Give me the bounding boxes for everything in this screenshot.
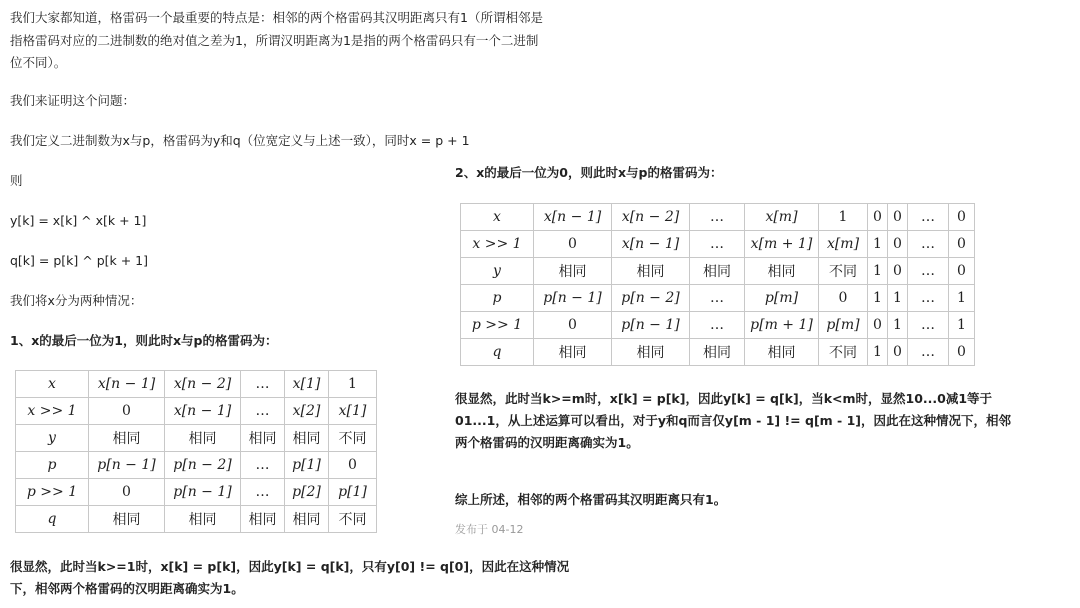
table-cell: 相同 [534,258,612,285]
table-cell: 相同 [612,258,690,285]
table-cell: 相同 [165,425,241,452]
posted-date[interactable]: 发布于 04-12 [455,523,524,536]
table-cell: 0 [534,231,612,258]
table-cell: … [908,285,949,312]
table-cell: 相同 [241,425,285,452]
table-cell: x >> 1 [16,398,89,425]
table-cell: 0 [89,398,165,425]
table-cell: 相同 [89,506,165,533]
table-cell: … [690,231,745,258]
table-cell: 不同 [819,258,868,285]
table-cell: x[m + 1] [745,231,819,258]
summary-line: 综上所述，相邻的两个格雷码其汉明距离只有1。 [455,492,727,507]
table-cell: x[1] [285,371,329,398]
table-row [461,231,975,258]
table-cell: … [241,452,285,479]
table-cell: 相同 [165,506,241,533]
case1-table [15,370,377,533]
table-cell: … [908,231,949,258]
table-cell: x[n − 1] [165,398,241,425]
table-cell: … [908,258,949,285]
table-cell: p[n − 1] [612,312,690,339]
table-cell: p[n − 1] [89,452,165,479]
table-cell: 0 [89,479,165,506]
table-cell: p [16,452,89,479]
table-row [461,285,975,312]
intro-line-3: 位不同）。 [10,55,67,70]
case1-conclusion-line-2: 下，相邻两个格雷码的汉明距离确实为1。 [10,581,244,596]
equation-y: y[k] = x[k] ^ x[k + 1] [10,213,147,228]
table-cell: p[m + 1] [745,312,819,339]
intro-line-1: 我们大家都知道，格雷码一个最重要的特点是：相邻的两个格雷码其汉明距离只有1（所谓相邻是 [10,10,543,25]
case2-conclusion-line-1: 很显然，此时当k>=m时，x[k] = p[k]，因此y[k] = q[k]，当k<m时，显然10...0减1等于 [455,391,993,406]
table-row [16,479,377,506]
table-cell: 0 [949,231,975,258]
split-line: 我们将x分为两种情况： [10,293,143,308]
table-cell: 0 [329,452,377,479]
table-cell: 不同 [329,425,377,452]
table-cell: y [461,258,534,285]
table-cell: x[2] [285,398,329,425]
table-cell: x[m] [819,231,868,258]
table-cell: x [461,204,534,231]
table-cell: … [908,339,949,366]
table-row [461,312,975,339]
table-cell: p[n − 2] [165,452,241,479]
table-cell: p[n − 1] [534,285,612,312]
table-cell: … [241,398,285,425]
table-cell: 相同 [690,258,745,285]
table-cell: x[n − 2] [165,371,241,398]
table-cell: 相同 [690,339,745,366]
table-cell: 0 [888,231,908,258]
table-cell: x >> 1 [461,231,534,258]
table-cell: x[1] [329,398,377,425]
table-cell: 1 [868,231,888,258]
table-cell: 0 [819,285,868,312]
table-cell: 1 [868,339,888,366]
table-cell: 0 [888,204,908,231]
then-line: 则 [10,173,23,188]
table-cell: p >> 1 [461,312,534,339]
table-cell: … [241,479,285,506]
table-cell: x [16,371,89,398]
table-cell: 相同 [612,339,690,366]
table-cell: x[n − 1] [612,231,690,258]
table-cell: 1 [949,312,975,339]
table-cell: … [690,204,745,231]
table-cell: x[n − 1] [534,204,612,231]
table-cell: p[1] [329,479,377,506]
table-cell: p[n − 1] [165,479,241,506]
table-cell: p[2] [285,479,329,506]
table-cell: 0 [868,312,888,339]
table-cell: 相同 [285,506,329,533]
case2-conclusion-line-2: 01...1，从上述运算可以看出，对于y和q而言仅y[m - 1] != q[m - 1]，因此在这种情况下，相邻 [455,413,1011,428]
equation-q: q[k] = p[k] ^ p[k + 1] [10,253,148,268]
case2-heading: 2、x的最后一位为0，则此时x与p的格雷码为： [455,165,723,180]
table-row [16,425,377,452]
table-cell: 0 [949,204,975,231]
case2-table [460,203,975,366]
table-cell: x[n − 1] [89,371,165,398]
table-cell: 相同 [745,258,819,285]
intro-line-2: 指格雷码对应的二进制数的绝对值之差为1，所谓汉明距离为1是指的两个格雷码只有一个二进制 [10,33,539,48]
table-cell: x[n − 2] [612,204,690,231]
table-cell: 1 [868,258,888,285]
table-cell: q [16,506,89,533]
table-cell: p[1] [285,452,329,479]
table-cell: 0 [949,339,975,366]
table-cell: 0 [888,258,908,285]
table-cell: … [690,312,745,339]
table-cell: p [461,285,534,312]
table-row [16,398,377,425]
table-cell: 不同 [329,506,377,533]
table-row [16,506,377,533]
prove-line: 我们来证明这个问题： [10,93,136,108]
table-cell: 相同 [89,425,165,452]
case1-conclusion-line-1: 很显然，此时当k>=1时，x[k] = p[k]，因此y[k] = q[k]，只有y[0] != q[0]，因此在这种情况 [10,559,570,574]
table-cell: 1 [949,285,975,312]
table-row [461,258,975,285]
table-row [16,371,377,398]
table-cell: 1 [819,204,868,231]
table-cell: … [241,371,285,398]
table-cell: … [908,204,949,231]
table-row [461,339,975,366]
table-cell: 不同 [819,339,868,366]
table-cell: p[m] [745,285,819,312]
table-cell: x[m] [745,204,819,231]
table-cell: y [16,425,89,452]
table-cell: p >> 1 [16,479,89,506]
define-line: 我们定义二进制数为x与p，格雷码为y和q（位宽定义与上述一致），同时x = p + 1 [10,133,470,148]
table-cell: 1 [888,285,908,312]
table-cell: 0 [949,258,975,285]
table-cell: … [908,312,949,339]
table-cell: p[n − 2] [612,285,690,312]
table-cell: 相同 [241,506,285,533]
table-cell: 相同 [745,339,819,366]
table-cell: 相同 [285,425,329,452]
table-cell: q [461,339,534,366]
table-cell: 相同 [534,339,612,366]
table-cell: 0 [534,312,612,339]
case2-conclusion-line-3: 两个格雷码的汉明距离确实为1。 [455,435,639,450]
case1-heading: 1、x的最后一位为1，则此时x与p的格雷码为： [10,333,278,348]
table-cell: 0 [888,339,908,366]
table-row [461,204,975,231]
table-cell: 0 [868,204,888,231]
table-row [16,452,377,479]
table-cell: 1 [888,312,908,339]
table-cell: 1 [329,371,377,398]
table-cell: p[m] [819,312,868,339]
table-cell: … [690,285,745,312]
table-cell: 1 [868,285,888,312]
